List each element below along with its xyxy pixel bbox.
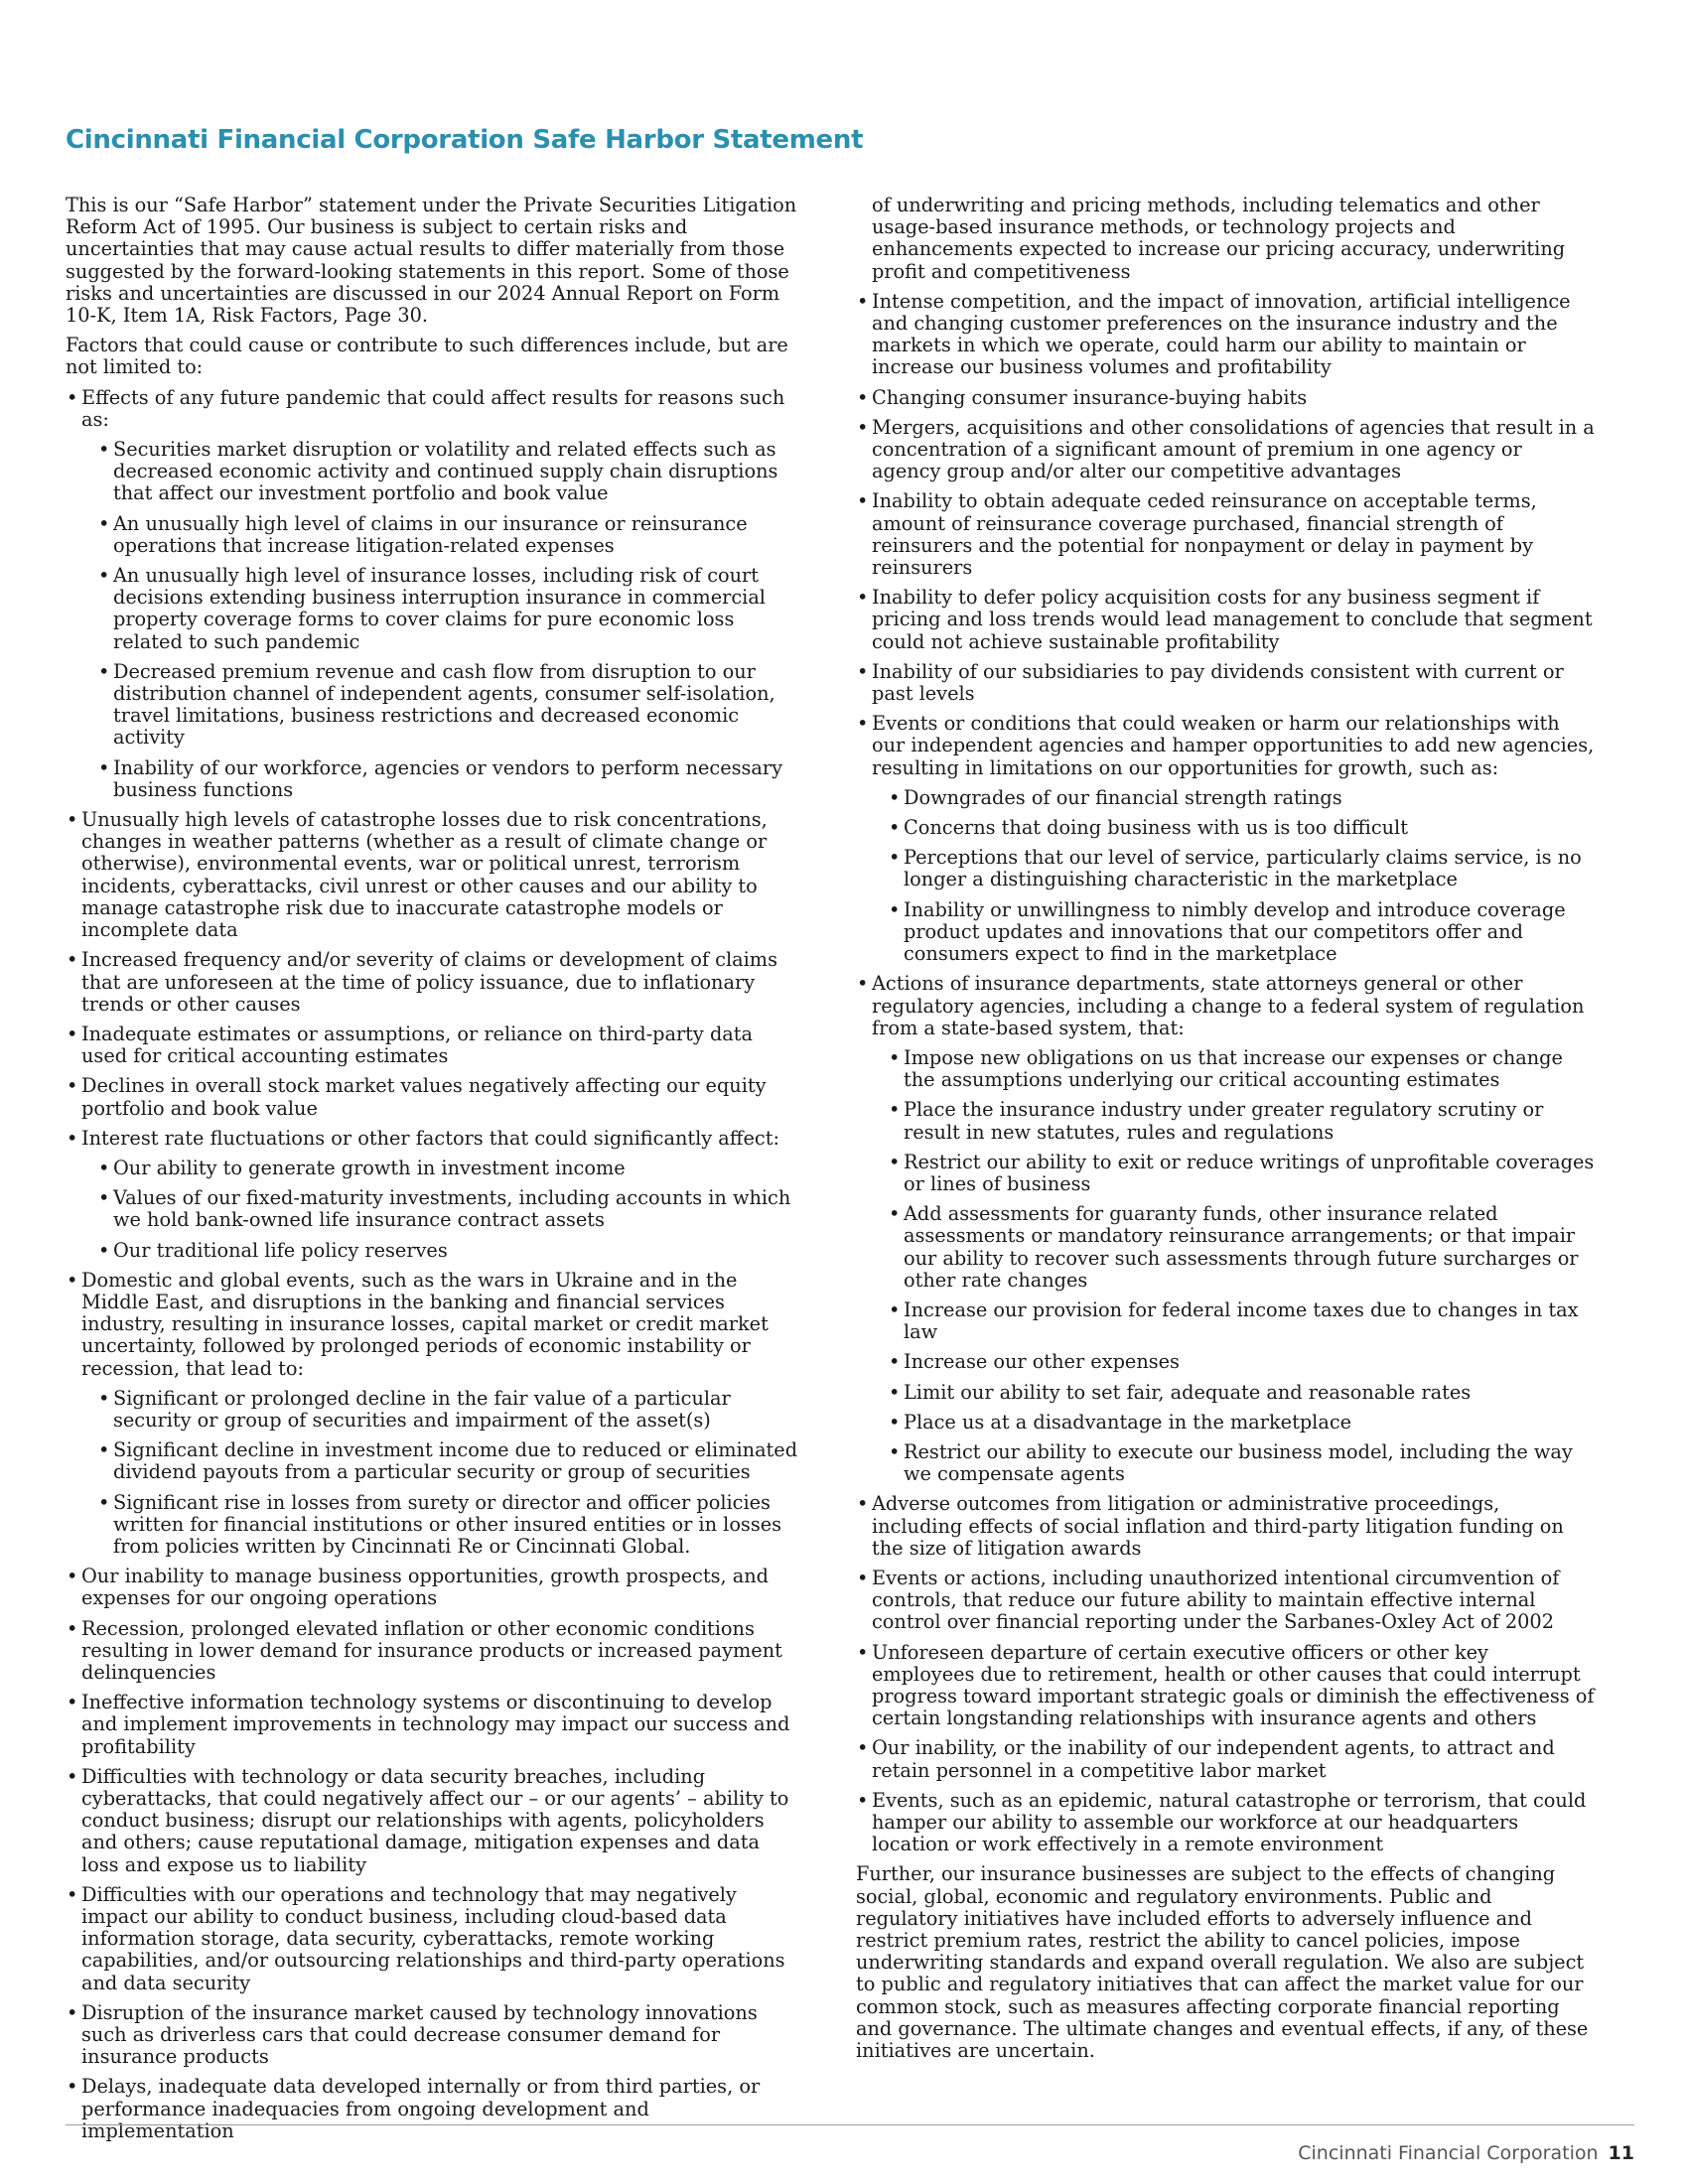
sub-bullet-item: • Perceptions that our level of service, particularly claims service, is no longer a distinguishing characteristic in the marketplace: [872, 847, 1595, 890]
bullet-text: Intense competition, and the impact of innovation, artificial intelligence and changing customer preferences on the insurance industry and the markets in which we operate, could harm our ability to maintain or increase our business volumes and profitability: [872, 289, 1571, 379]
sub-bullet-item: • Significant decline in investment income due to reduced or eliminated dividend payouts from a particular security or group of securities: [81, 1439, 800, 1483]
sub-bullet-item: • Significant rise in losses from surety or director and officer policies written for financial institutions or other insured entities or in losses from policies written by Cincinnati Re or Cincinnati Global.: [81, 1492, 800, 1559]
sub-bullet-item: • Securities market disruption or volatility and related effects such as decreased economic activity and continued supply chain disruptions that affect our investment portfolio and book value: [81, 439, 800, 505]
sub-bullet-item: • Restrict our ability to execute our business model, including the way we compensate agents: [872, 1441, 1595, 1485]
sub-bullet-item: • Restrict our ability to exit or reduce writings of unprofitable coverages or lines of business: [872, 1152, 1595, 1195]
bullet-item: [856, 291, 1595, 379]
sub-bullet-item: • Place us at a disadvantage in the marketplace: [872, 1412, 1595, 1433]
sub-bullet-item: • An unusually high level of claims in our insurance or reinsurance operations that increase litigation-related expenses: [81, 513, 800, 557]
intro-paragraph: This is our “Safe Harbor” statement under the Private Securities Litigation Reform Act of 1995. Our business is subject to certain risks and uncertainties that may cause actual results to differ materially from those suggested by the forward-looking statements in this report. Some of those risks and uncertainties are discussed in our 2024 Annual Report on Form 10-K, Item 1A, Risk Factors, Page 30.: [66, 194, 797, 328]
right-bullet-list: [856, 291, 1595, 1856]
sub-bullet-list: [81, 1388, 800, 1558]
bullet-item: [856, 1568, 1595, 1634]
bullet-text: Unforeseen departure of certain executive officers or other key employees due to retirement, health or other causes that could interrupt progress toward important strategic goals or diminish the effectiveness of certain longstanding relationships with insurance agents and others: [872, 1640, 1595, 1730]
sub-bullet-item: • Decreased premium revenue and cash flow from disruption to our distribution channel of independent agents, consumer self-isolation, travel limitations, business restrictions and decreased economic activity: [81, 661, 800, 750]
sub-bullet-item: • Limit our ability to set fair, adequate and reasonable rates: [872, 1382, 1595, 1404]
bullet-item: [66, 1075, 800, 1119]
sub-bullet-list: [872, 1047, 1595, 1485]
sub-bullet-item: • Our traditional life policy reserves: [81, 1240, 800, 1262]
left-bullet-list: [66, 387, 800, 2142]
sub-bullet-item: • Inability of our workforce, agencies or vendors to perform necessary business functions: [81, 757, 800, 801]
page-title: Cincinnati Financial Corporation Safe Harbor Statement: [66, 125, 864, 155]
bullet-item: [856, 713, 1595, 965]
bullet-text: Changing consumer insurance-buying habits: [872, 385, 1308, 409]
bullet-text: Mergers, acquisitions and other consolidations of agencies that result in a concentration of a significant amount of premium in one agency or agency group and/or alter our competitive advantages: [872, 415, 1595, 483]
page-footer: [1298, 2142, 1634, 2164]
bullet-text: Adverse outcomes from litigation or administrative proceedings, including effects of social inflation and third-party litigation funding on the size of litigation awards: [872, 1492, 1564, 1560]
continuation-paragraph: of underwriting and pricing methods, including telematics and other usage-based insurance methods, or technology projects and enhancements expected to increase our pricing accuracy, underwriting profit and competitiveness: [872, 194, 1566, 283]
bullet-item: [856, 1790, 1595, 1856]
sub-bullet-item: • Increase our other expenses: [872, 1351, 1595, 1373]
factors-intro: Factors that could cause or contribute to such differences include, but are not limited to:: [66, 334, 788, 379]
sub-bullet-item: • Downgrades of our financial strength ratings: [872, 787, 1595, 809]
bullet-item: [66, 387, 800, 801]
left-column: [66, 195, 800, 2150]
bullet-item: [856, 1493, 1595, 1560]
bullet-text: Unusually high levels of catastrophe losses due to risk concentrations, changes in weather patterns (whether as a result of climate change or otherwise), environmental events, war or political unrest, terrorism incidents, cyberattacks, civil unrest or other causes and our ability to manage catastrophe risk due to inaccurate catastrophe models or incomplete data: [81, 808, 768, 942]
bullet-item: [66, 1692, 800, 1758]
bullet-item: [856, 490, 1595, 579]
bullet-text: Inability to defer policy acquisition costs for any business segment if pricing and loss trends would lead management to conclude that segment could not achieve sustainable profitability: [872, 586, 1593, 653]
bullet-text: Our inability, or the inability of our independent agents, to attract and retain personnel in a competitive labor market: [872, 1736, 1555, 1782]
bullet-item: [66, 1024, 800, 1067]
bullet-item: [856, 1737, 1595, 1781]
bullet-item: [856, 973, 1595, 1485]
bullet-text: Inability of our subsidiaries to pay dividends consistent with current or past levels: [872, 659, 1564, 706]
bullet-text: Events or conditions that could weaken or harm our relationships with our independent agencies and hamper opportunities to add new agencies, resulting in limitations on our opportunities for growth, such as:: [872, 712, 1595, 779]
bullet-text: Recession, prolonged elevated inflation or other economic conditions resulting in lower demand for insurance products or increased payment delinquencies: [81, 1616, 782, 1684]
bullet-text: Domestic and global events, such as the wars in Ukraine and in the Middle East, and disruptions in the banking and financial services industry, resulting in insurance losses, capital market or credit market uncertainty, followed by prolonged periods of economic instability or recession, that lead to:: [81, 1268, 769, 1380]
sub-bullet-item: • Significant or prolonged decline in the fair value of a particular security or group of securities and impairment of the asset(s): [81, 1388, 800, 1432]
bullet-item: [66, 1128, 800, 1262]
right-column: [856, 195, 1595, 2070]
bullet-item: [66, 2076, 800, 2142]
sub-bullet-item: • Our ability to generate growth in investment income: [81, 1158, 800, 1179]
bullet-item: [856, 1642, 1595, 1730]
bullet-text: Effects of any future pandemic that could affect results for reasons such as:: [81, 385, 785, 431]
bullet-item: [66, 949, 800, 1016]
bullet-text: Inadequate estimates or assumptions, or reliance on third-party data used for critical accounting estimates: [81, 1022, 754, 1068]
sub-bullet-item: • An unusually high level of insurance losses, including risk of court decisions extending business interruption insurance in commercial property coverage forms to cover claims for pure economic loss related to such pandemic: [81, 565, 800, 653]
sub-bullet-list: [81, 439, 800, 801]
sub-bullet-item: • Place the insurance industry under greater regulatory scrutiny or result in new statutes, rules and regulations: [872, 1099, 1595, 1143]
sub-bullet-item: • Concerns that doing business with us is too difficult: [872, 817, 1595, 839]
bullet-item: [856, 661, 1595, 705]
sub-bullet-item: • Values of our fixed-maturity investments, including accounts in which we hold bank-owned life insurance contract assets: [81, 1187, 800, 1231]
sub-bullet-item: • Increase our provision for federal income taxes due to changes in tax law: [872, 1299, 1595, 1343]
footer-rule: [66, 2124, 1634, 2125]
bullet-item: [66, 1270, 800, 1558]
bullet-item: [856, 417, 1595, 483]
bullet-text: Events or actions, including unauthorized intentional circumvention of controls, that reduce our future ability to maintain effective internal control over financial reporting under the Sarbanes-Oxley Act of 2002: [872, 1566, 1560, 1634]
footer-company: Cincinnati Financial Corporation: [1298, 2142, 1599, 2164]
bullet-text: Ineffective information technology systems or discontinuing to develop and implement improvements in technology may impact our success and profitability: [81, 1691, 790, 1758]
bullet-text: Inability to obtain adequate ceded reinsurance on acceptable terms, amount of reinsurance coverage purchased, financial strength of reinsurers and the potential for nonpayment or delay in payment by reinsurers: [872, 489, 1537, 580]
bullet-text: Delays, inadequate data developed internally or from third parties, or performance inadequacies from ongoing development and implementation: [81, 2075, 761, 2142]
page-number: 11: [1608, 2142, 1634, 2164]
bullet-text: Difficulties with technology or data security breaches, including cyberattacks, that could negatively affect our – or our agents’ – ability to conduct business; disrupt our relationships with agents, policyholders and others; cause reputational damage, mitigation expenses and data loss and expose us to liability: [81, 1764, 789, 1876]
bullet-item: [66, 2002, 800, 2069]
bullet-item: [856, 387, 1595, 409]
bullet-text: Our inability to manage business opportunities, growth prospects, and expenses for our ongoing operations: [81, 1565, 769, 1610]
sub-bullet-list: [872, 787, 1595, 965]
closing-paragraph: Further, our insurance businesses are subject to the effects of changing social, global, economic and regulatory environments. Public and regulatory initiatives have included efforts to adversely influence and restrict premium rates, restrict the ability to cancel policies, impose underwriting standards and expand overall regulation. We also are subject to public and regulatory initiatives that can affect the market value for our common stock, such as measures affecting corporate financial reporting and governance. The ultimate changes and eventual effects, if any, of these initiatives are uncertain.: [856, 1862, 1589, 2063]
bullet-text: Disruption of the insurance market caused by technology innovations such as driverless cars that could decrease consumer demand for insurance products: [81, 2000, 758, 2069]
bullet-item: [856, 587, 1595, 653]
bullet-item: [66, 1618, 800, 1685]
bullet-text: Interest rate fluctuations or other factors that could significantly affect:: [81, 1126, 779, 1150]
sub-bullet-item: • Impose new obligations on us that increase our expenses or change the assumptions underlying our critical accounting estimates: [872, 1047, 1595, 1091]
bullet-text: Declines in overall stock market values negatively affecting our equity portfolio and book value: [81, 1074, 767, 1120]
bullet-item: [66, 1566, 800, 1609]
bullet-text: Difficulties with our operations and technology that may negatively impact our ability to conduct business, including cloud-based data information storage, data security, cyberattacks, remote working capabilities, and/or outsourcing relationships and third-party operations and data security: [81, 1882, 785, 1994]
bullet-item: [66, 809, 800, 941]
bullet-item: [66, 1884, 800, 1994]
sub-bullet-item: • Inability or unwillingness to nimbly develop and introduce coverage product updates and innovations that our competitors offer and consumers expect to find in the marketplace: [872, 899, 1595, 966]
bullet-item: [66, 1766, 800, 1876]
bullet-text: Actions of insurance departments, state attorneys general or other regulatory agencies, including a change to a federal system of regulation from a state-based system, that:: [872, 972, 1585, 1039]
bullet-text: Events, such as an epidemic, natural catastrophe or terrorism, that could hamper our ability to assemble our workforce at our headquarters location or work effectively in a remote environment: [872, 1788, 1587, 1856]
bullet-text: Increased frequency and/or severity of claims or development of claims that are unforeseen at the time of policy issuance, due to inflationary trends or other causes: [81, 948, 777, 1016]
sub-bullet-item: • Add assessments for guaranty funds, other insurance related assessments or mandatory reinsurance arrangements; or that impair our ability to recover such assessments through future surcharges or other rate changes: [872, 1203, 1595, 1292]
sub-bullet-list: [81, 1158, 800, 1262]
